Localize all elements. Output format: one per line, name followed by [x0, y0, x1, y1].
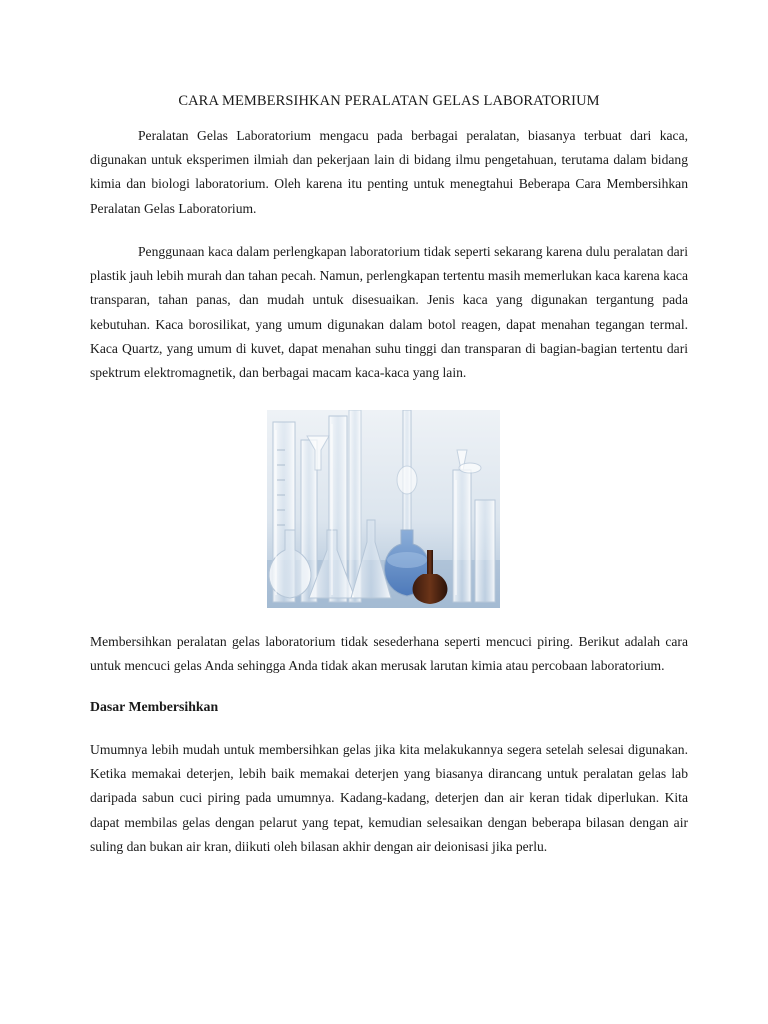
paragraph-basic-cleaning: Umumnya lebih mudah untuk membersihkan gelas jika kita melakukannya segera setelah selesai digunakan. Ketika memakai deterjen, lebih baik memakai deterjen yang biasanya dirancang untuk peralatan gelas lab daripada sabun cuci piring pada umumnya. Kadang-kadang, deterjen dan air keran tidak diperlukan. Kita dapat membilas gelas dengan pelarut yang tepat, kemudian selesaikan dengan beberapa bilasan dengan air suling dan bukan air kran, diikuti oleh bilasan akhir dengan air deionisasi jika perlu.: [90, 742, 688, 854]
paragraph-glass-types: Penggunaan kaca dalam perlengkapan laboratorium tidak seperti sekarang karena dulu peralatan dari plastik jauh lebih murah dan tahan pecah. Namun, perlengkapan tertentu masih memerlukan kaca karena kaca transparan, tahan panas, dan mudah untuk disesuaikan. Jenis kaca yang digunakan tergantung pada kebutuhan. Kaca borosilikat, yang umum digunakan dalam botol reagen, dapat menahan tegangan termal. Kaca Quartz, yang umum di kuvet, dapat menahan suhu tinggi dan transparan di bagian-bagian tertentu dari spektrum elektromagnetik, dan berbagai macam kaca-kaca yang lain.: [90, 244, 688, 381]
section-heading-basic-cleaning: Dasar Membersihkan: [90, 699, 219, 714]
laboratory-glassware-photo: [267, 410, 500, 608]
document-title: CARA MEMBERSIHKAN PERALATAN GELAS LABORATORIUM: [178, 93, 600, 109]
paragraph-intro: Peralatan Gelas Laboratorium mengacu pada berbagai peralatan, biasanya terbuat dari kaca, digunakan untuk eksperimen ilmiah dan pekerjaan lain di bidang ilmu pengetahuan, terutama dalam bidang kimia dan biologi laboratorium. Oleh karena itu penting untuk menegtahui Beberapa Cara Membersihkan Peralatan Gelas Laboratorium.: [90, 128, 688, 216]
paragraph-washing-intro: Membersihkan peralatan gelas laboratorium tidak sesederhana seperti mencuci piring. Berikut adalah cara untuk mencuci gelas Anda sehingga Anda tidak akan merusak larutan kimia atau percobaan laboratorium.: [90, 634, 688, 674]
